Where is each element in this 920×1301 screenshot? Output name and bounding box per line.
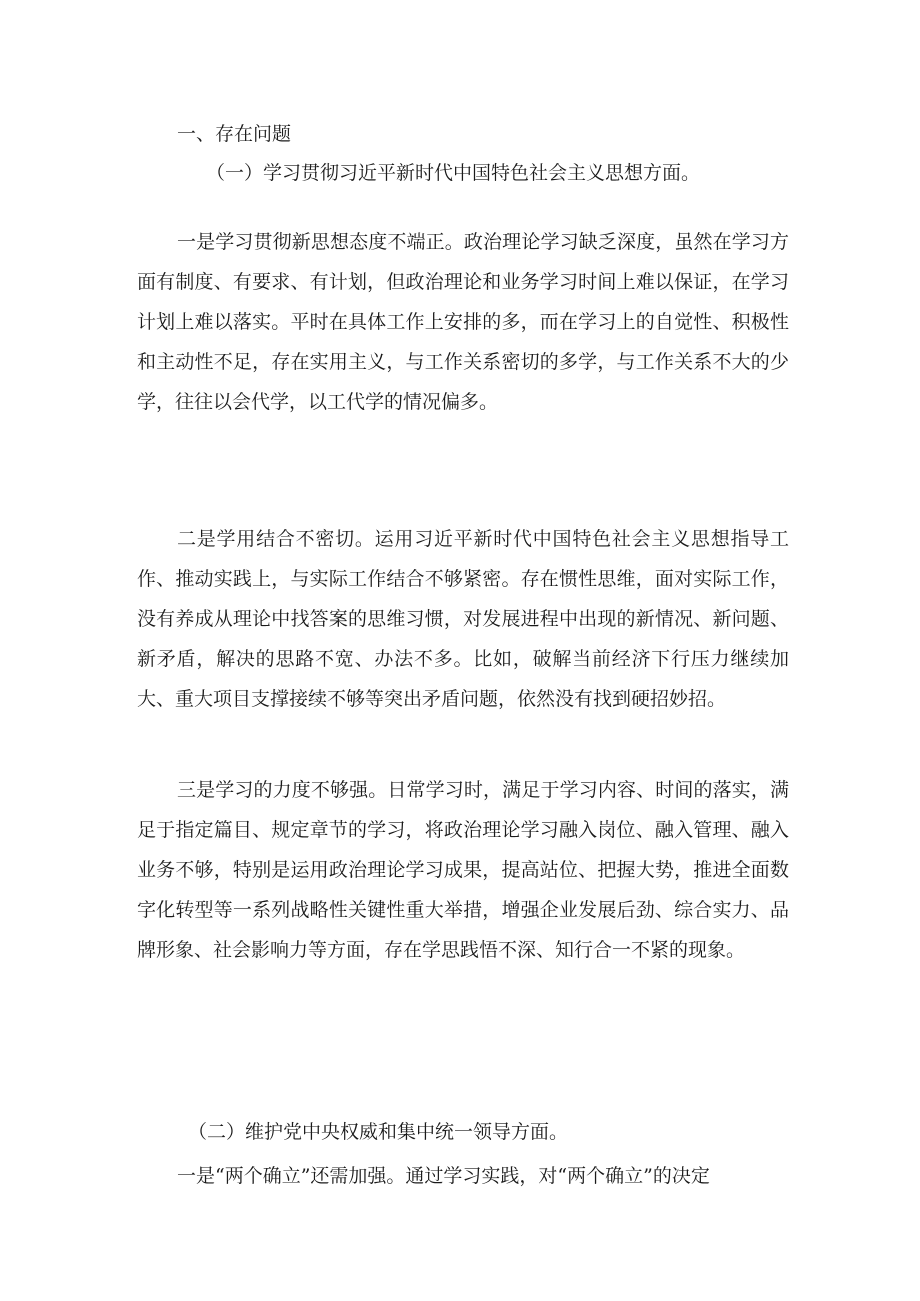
section-heading: 一、存在问题: [177, 123, 292, 145]
paragraph-3: 三是学习的力度不够强。日常学习时，满足于学习内容、时间的落实，满足于指定篇目、规定章节的学习，将政治理论学习融入岗位、融入管理、融入业务不够，特别是运用政治理论学习成果，提高站位、把握大势，推进全面数字化转型等一系列战略性关键性重大举措，增强企业发展后劲、综合实力、品牌形象、社会影响力等方面，存在学思践悟不深、知行合一不紧的现象。: [137, 779, 789, 961]
paragraph-4: 一是“两个确立”还需加强。通过学习实践，对“两个确立”的决定: [177, 1165, 710, 1187]
paragraph-1: 一是学习贯彻新思想态度不端正。政治理论学习缺乏深度，虽然在学习方面有制度、有要求、有计划，但政治理论和业务学习时间上难以保证，在学习计划上难以落实。平时在具体工作上安排的多，而在学习上的自觉性、积极性和主动性不足，存在实用主义，与工作关系密切的多学，与工作关系不大的少学，往往以会代学，以工代学的情况偏多。: [137, 231, 789, 413]
paragraph-2: 二是学用结合不密切。运用习近平新时代中国特色社会主义思想指导工作、推动实践上，与实际工作结合不够紧密。存在惯性思维，面对实际工作，没有养成从理论中找答案的思维习惯，对发展进程中出现的新情况、新问题、新矛盾，解决的思路不宽、办法不多。比如，破解当前经济下行压力继续加大、重大项目支撑接续不够等突出矛盾问题，依然没有找到硬招妙招。: [137, 528, 789, 710]
subsection-heading-1: （一）学习贯彻习近平新时代中国特色社会主义思想方面。: [206, 162, 701, 184]
subsection-heading-2: （二）维护党中央权威和集中统一领导方面。: [188, 1121, 569, 1143]
